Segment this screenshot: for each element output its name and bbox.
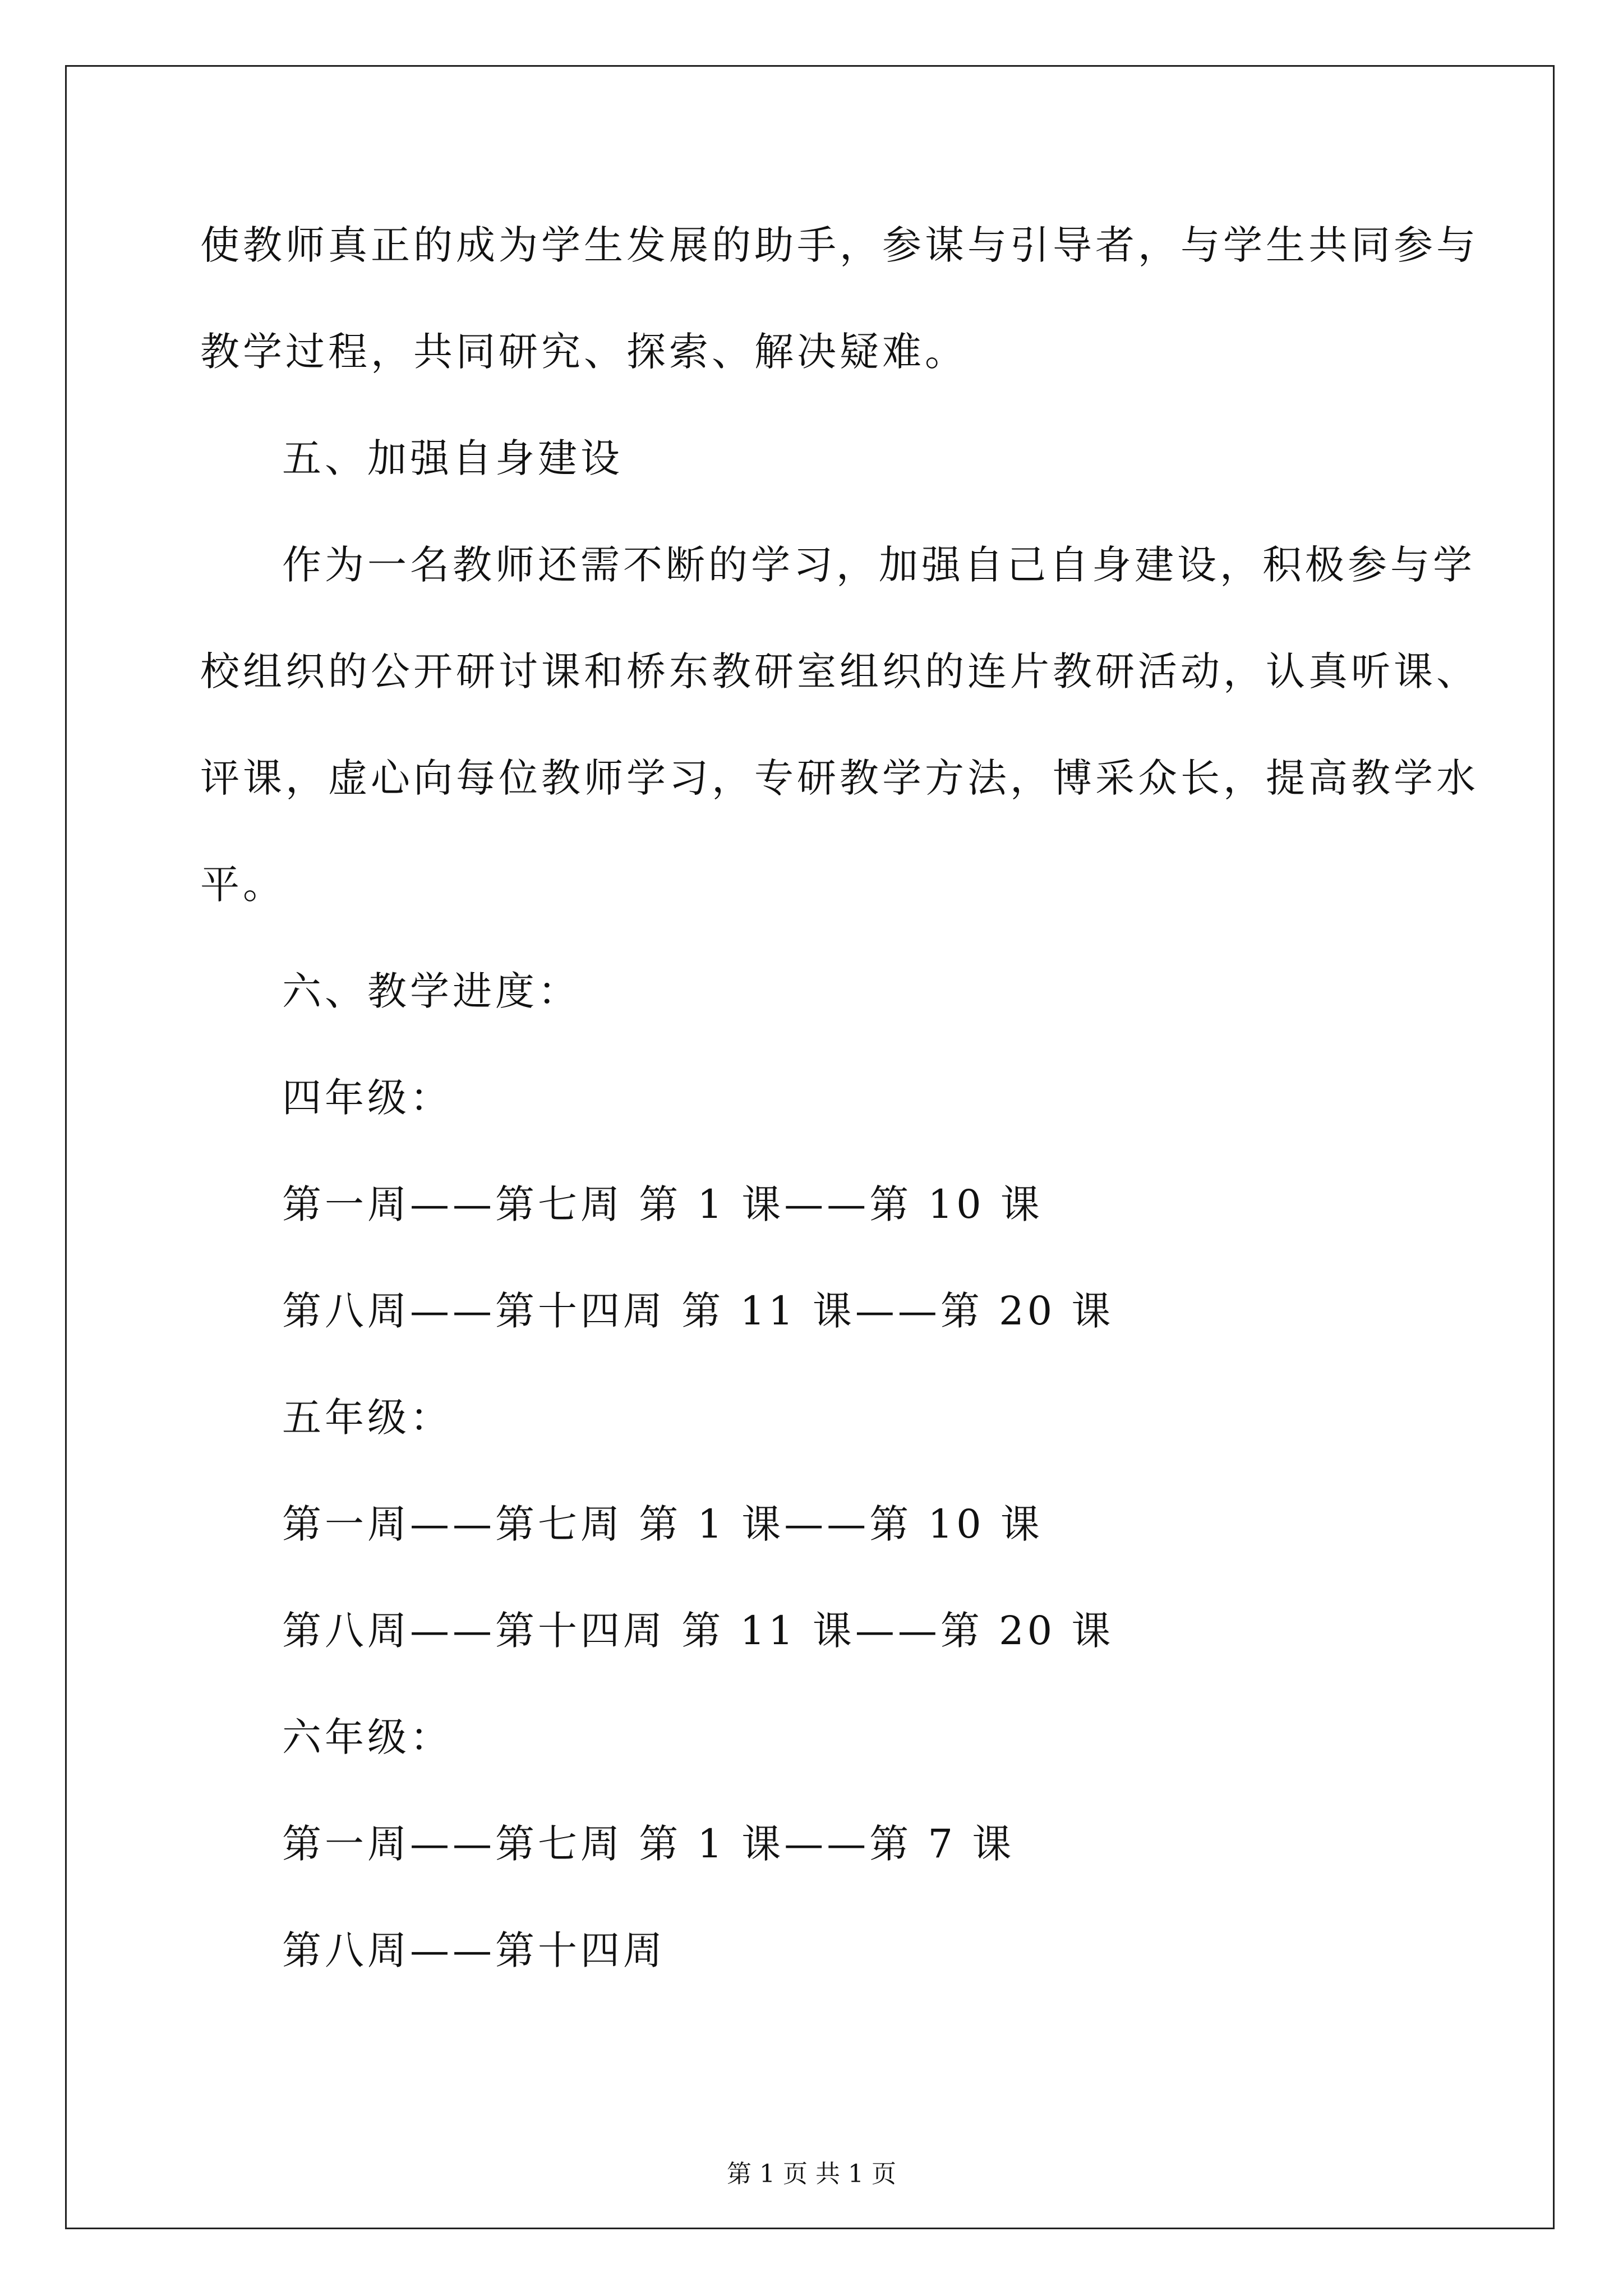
section-heading: 六、教学进度： (282, 968, 580, 1014)
page-number-footer: 第 1 页 共 1 页 (727, 2160, 896, 2188)
schedule-line: 第八周——第十四周 第 11 课——第 20 课 (282, 1608, 1114, 1654)
paragraph-line: 平。 (200, 862, 285, 908)
page-border (65, 65, 1555, 2229)
schedule-line: 第一周——第七周 第 1 课——第 7 课 (282, 1821, 1015, 1867)
grade-label: 四年级： (282, 1075, 453, 1121)
grade-label: 五年级： (282, 1395, 453, 1441)
paragraph-line: 教学过程，共同研究、探索、解决疑难。 (200, 329, 967, 375)
schedule-line: 第八周——第十四周 第 11 课——第 20 课 (282, 1288, 1114, 1334)
grade-label: 六年级： (282, 1714, 453, 1760)
schedule-line: 第一周——第七周 第 1 课——第 10 课 (282, 1501, 1043, 1547)
paragraph-line: 校组织的公开研讨课和桥东教研室组织的连片教研活动，认真听课、 (200, 648, 1479, 694)
schedule-line: 第八周——第十四周 (282, 1927, 666, 1973)
section-heading: 五、加强自身建设 (282, 435, 623, 481)
schedule-line: 第一周——第七周 第 1 课——第 10 课 (282, 1181, 1043, 1227)
paragraph-line: 使教师真正的成为学生发展的助手，参谋与引导者，与学生共同参与 (200, 222, 1479, 268)
paragraph-line: 作为一名教师还需不断的学习，加强自己自身建设，积极参与学 (282, 542, 1476, 588)
paragraph-line: 评课，虚心向每位教师学习，专研教学方法，博采众长，提高教学水 (200, 755, 1479, 801)
